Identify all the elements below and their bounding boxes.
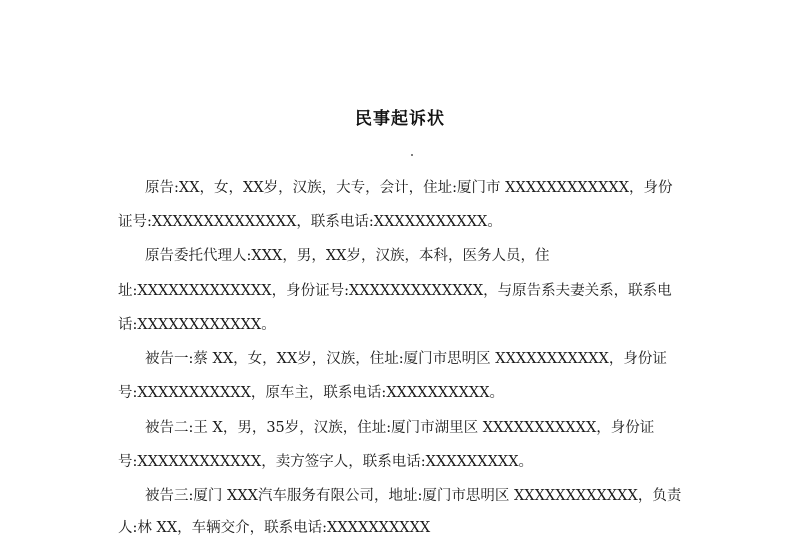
paragraph-line-plaintiff: 原告:XX，女，XX岁，汉族，大专，会计，住址:厦门市 XXXXXXXXXXXX，身份 [145,180,673,196]
center-dot-mark [411,154,413,156]
paragraph-line-defendant-1: 被告一:蔡 XX，女，XX岁，汉族，住址:厦门市思明区 XXXXXXXXXXX，身份证 [145,351,667,367]
paragraph-line-agent: 原告委托代理人:XXX，男，XX岁，汉族，本科，医务人员，住 [145,248,550,264]
paragraph-line-defendant-2-cont: 号:XXXXXXXXXXXX，卖方签字人，联系电话:XXXXXXXXX。 [118,454,534,470]
paragraph-line-plaintiff-cont: 证号:XXXXXXXXXXXXXX，联系电话:XXXXXXXXXXX。 [118,214,502,230]
document-title: 民事起诉状 [355,109,445,129]
paragraph-line-agent-cont-2: 话:XXXXXXXXXXXX。 [118,317,276,333]
paragraph-line-defendant-3: 被告三:厦门 XXX汽车服务有限公司，地址:厦门市思明区 XXXXXXXXXXXX，负责 [145,488,682,504]
paragraph-line-defendant-2: 被告二:王 X，男，35岁，汉族，住址:厦门市湖里区 XXXXXXXXXXX，身份证 [145,420,655,436]
paragraph-line-defendant-3-cont: 人:林 XX，车辆交介，联系电话:XXXXXXXXXX [118,520,431,536]
paragraph-line-agent-cont-1: 址:XXXXXXXXXXXXX，身份证号:XXXXXXXXXXXXX，与原告系夫妻关系，联系电 [118,283,672,299]
paragraph-line-defendant-1-cont: 号:XXXXXXXXXXX，原车主，联系电话:XXXXXXXXXX。 [118,385,505,401]
